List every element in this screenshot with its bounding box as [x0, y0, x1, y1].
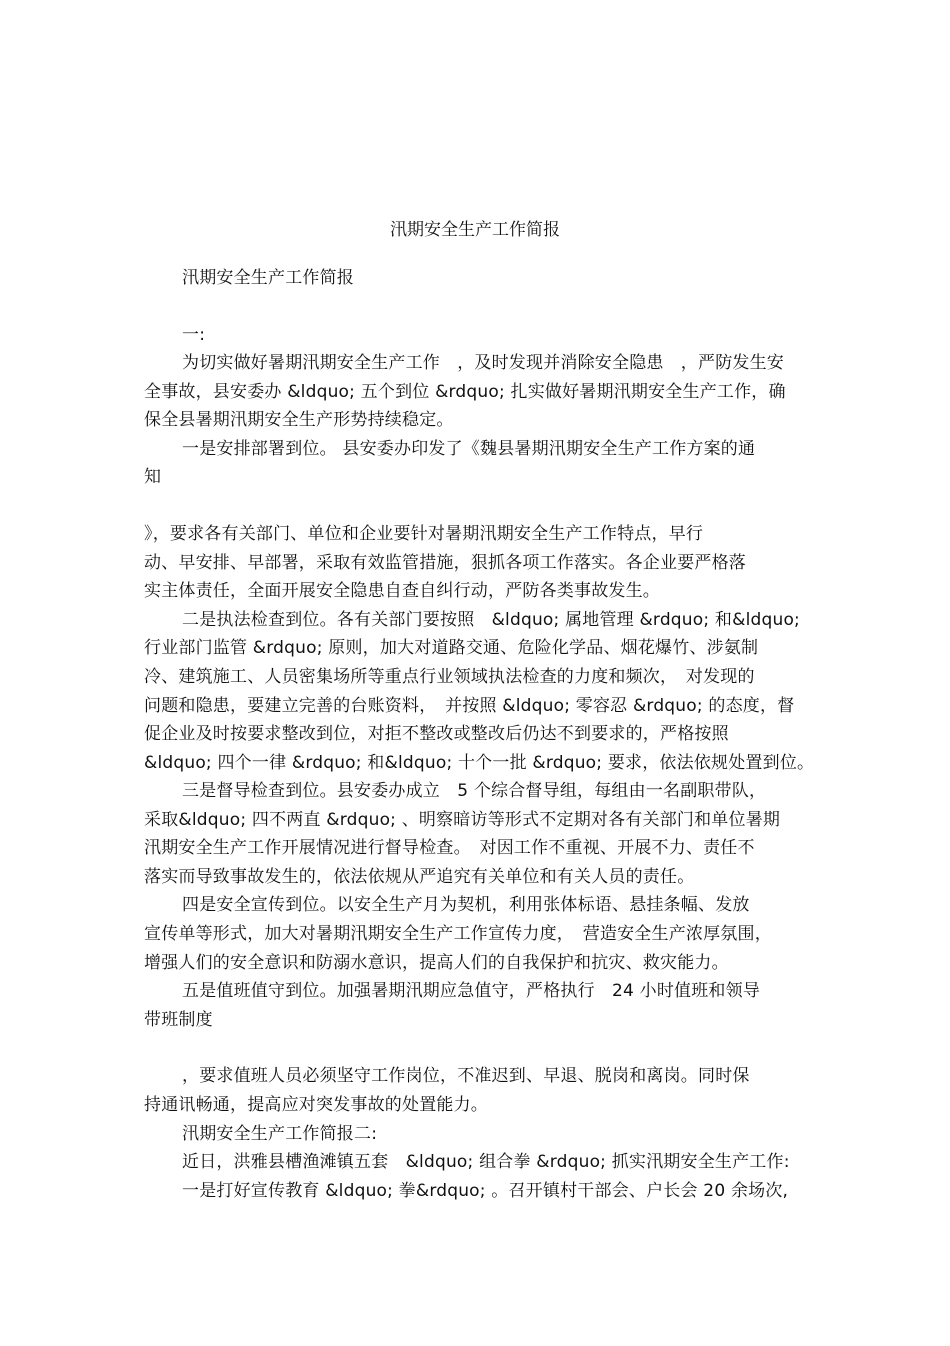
paragraph-line: 全事故，县安委办 &ldquo; 五个到位 &rdquo; 扎实做好暑期汛期安全生产工作，确 [144, 382, 786, 402]
paragraph-line: 落实而导致事故发生的，依法依规从严追究有关单位和有关人员的责任。 [144, 867, 695, 887]
paragraph-line: ，要求值班人员必须坚守工作岗位，不准迟到、早退、脱岗和离岗。同时保 [182, 1066, 750, 1086]
paragraph-line: 增强人们的安全意识和防溺水意识，提高人们的自我保护和抗灾、救灾能力。 [144, 953, 729, 973]
subtitle-line: 汛期安全生产工作简报 [182, 268, 354, 288]
paragraph-line: 》，要求各有关部门、单位和企业要针对暑期汛期安全生产工作特点，早行 [144, 524, 704, 544]
paragraph-line: 行业部门监管 &rdquo; 原则，加大对道路交通、危险化学品、烟花爆竹、涉氨制 [144, 638, 759, 658]
section-marker: 一: [182, 325, 206, 345]
paragraph-line: 保全县暑期汛期安全生产形势持续稳定。 [144, 410, 454, 430]
paragraph-line: 汛期安全生产工作开展情况进行督导检查。 对因工作不重视、开展不力、责任不 [144, 838, 755, 858]
paragraph-line: 四是安全宣传到位。以安全生产月为契机，利用张体标语、悬挂条幅、发放 [182, 895, 750, 915]
paragraph-line: 一是打好宣传教育 &ldquo; 拳&rdquo; 。召开镇村干部会、户长会 20 余场次, [182, 1181, 789, 1201]
paragraph-line: 近日，洪雅县槽渔滩镇五套 &ldquo; 组合拳 &rdquo; 抓实汛期安全生产工作: [182, 1152, 790, 1172]
paragraph-line: 三是督导检查到位。县安委办成立 5 个综合督导组，每组由一名副职带队， [182, 781, 767, 801]
paragraph-line: 动、早安排、早部署，采取有效监管措施，狠抓各项工作落实。各企业要严格落 [144, 553, 746, 573]
paragraph-line: 冷、建筑施工、人员密集场所等重点行业领域执法检查的力度和频次， 对发现的 [144, 667, 755, 687]
paragraph-line: 一是安排部署到位。 县安委办印发了《魏县暑期汛期安全生产工作方案的通 [182, 439, 756, 459]
paragraph-line: 持通讯畅通，提高应对突发事故的处置能力。 [144, 1095, 488, 1115]
paragraph-line: 宣传单等形式，加大对暑期汛期安全生产工作宣传力度， 营造安全生产浓厚氛围， [144, 924, 772, 944]
paragraph-line: 知 [144, 467, 162, 487]
document-title: 汛期安全生产工作简报 [390, 220, 560, 240]
paragraph-line: 为切实做好暑期汛期安全生产工作 ，及时发现并消除安全隐患 ，严防发生安 [182, 353, 784, 373]
paragraph-line: 促企业及时按要求整改到位，对拒不整改或整改后仍达不到要求的，严格按照 [144, 724, 729, 744]
paragraph-line: &ldquo; 四个一律 &rdquo; 和&ldquo; 十个一批 &rdquo; 要求，依法依规处置到位。 [144, 753, 815, 773]
paragraph-line: 采取&ldquo; 四不两直 &rdquo; 、明察暗访等形式不定期对各有关部门和单位暑期 [144, 810, 781, 830]
paragraph-line: 问题和隐患，要建立完善的台账资料， 并按照 &ldquo; 零容忍 &rdquo; 的态度，督 [144, 696, 795, 716]
paragraph-line: 带班制度 [144, 1010, 213, 1030]
paragraph-line: 五是值班值守到位。加强暑期汛期应急值守，严格执行 24 小时值班和领导 [182, 981, 761, 1001]
paragraph-line: 实主体责任，全面开展安全隐患自查自纠行动，严防各类事故发生。 [144, 581, 660, 601]
section-heading: 汛期安全生产工作简报二: [182, 1124, 378, 1144]
paragraph-line: 二是执法检查到位。各有关部门要按照 &ldquo; 属地管理 &rdquo; 和&ldquo; [182, 610, 800, 630]
